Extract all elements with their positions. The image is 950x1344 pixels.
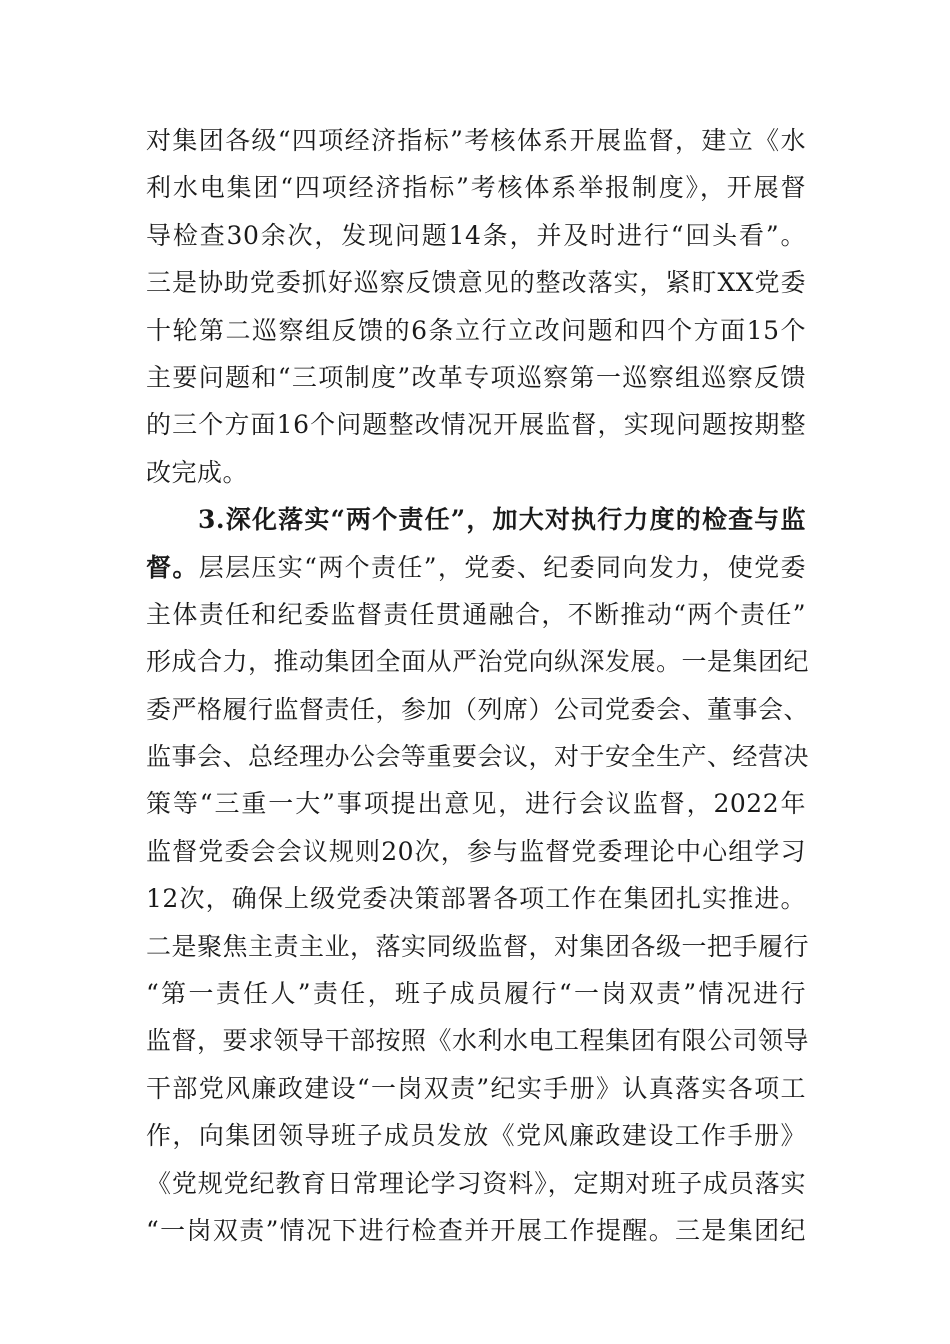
text-line: 作，向集团领导班子成员发放《党风廉政建设工作手册》: [146, 1121, 806, 1151]
text-line: [146, 544, 806, 591]
section-heading: 3.深化落实“两个责任”，加大对执行力度的检查与监: [198, 505, 806, 535]
text-line: 对集团各级“四项经济指标”考核体系开展监督，建立《水: [146, 126, 806, 155]
text-line: 形成合力，推动集团全面从严治党向纵深发展。一是集团纪: [146, 647, 810, 677]
text-span: 层层压实“两个责任”，党委、纪委同向发力，使党委: [198, 552, 806, 582]
document-body: [146, 117, 810, 1254]
text-line: 监事会、总经理办公会等重要会议，对于安全生产、经营决: [146, 742, 810, 772]
text-line: 三是协助党委抓好巡察反馈意见的整改落实，紧盯XX党委: [146, 268, 806, 298]
text-line: 12次，确保上级党委决策部署各项工作在集团扎实推进。: [146, 884, 806, 914]
text-line: 主体责任和纪委监督责任贯通融合，不断推动“两个责任”: [146, 599, 806, 629]
text-line: 委严格履行监督责任，参加（列席）公司党委会、董事会、: [146, 694, 810, 724]
text-line: 主要问题和“三项制度”改革专项巡察第一巡察组巡察反馈: [146, 362, 806, 392]
text-line: 改完成。: [146, 457, 249, 487]
text-line: 《党规党纪教育日常理论学习资料》，定期对班子成员落实: [146, 1168, 806, 1198]
text-line: 的三个方面16个问题整改情况开展监督，实现问题按期整: [146, 410, 806, 440]
text-line: 监督党委会会议规则20次，参与监督党委理论中心组学习: [146, 836, 806, 866]
section-heading-end: 督。: [146, 552, 199, 582]
text-line: “一岗双责”情况下进行检查并开展工作提醒。三是集团纪: [146, 1215, 806, 1245]
text-line: 监督，要求领导干部按照《水利水电工程集团有限公司领导: [146, 1026, 810, 1056]
text-line: 导检查30余次，发现问题14条，并及时进行“回头看”。: [146, 220, 806, 250]
text-line: 利水电集团“四项经济指标”考核体系举报制度》，开展督: [146, 173, 806, 203]
text-line: 策等“三重一大”事项提出意见，进行会议监督，2022年: [146, 789, 806, 819]
text-line: 干部党风廉政建设“一岗双责”纪实手册》认真落实各项工: [146, 1073, 806, 1103]
text-line: 十轮第二巡察组反馈的6条立行立改问题和四个方面15个: [146, 315, 806, 345]
text-line: “第一责任人”责任，班子成员履行“一岗双责”情况进行: [146, 979, 806, 1009]
text-line: 二是聚焦主责主业，落实同级监督，对集团各级一把手履行: [146, 931, 810, 961]
